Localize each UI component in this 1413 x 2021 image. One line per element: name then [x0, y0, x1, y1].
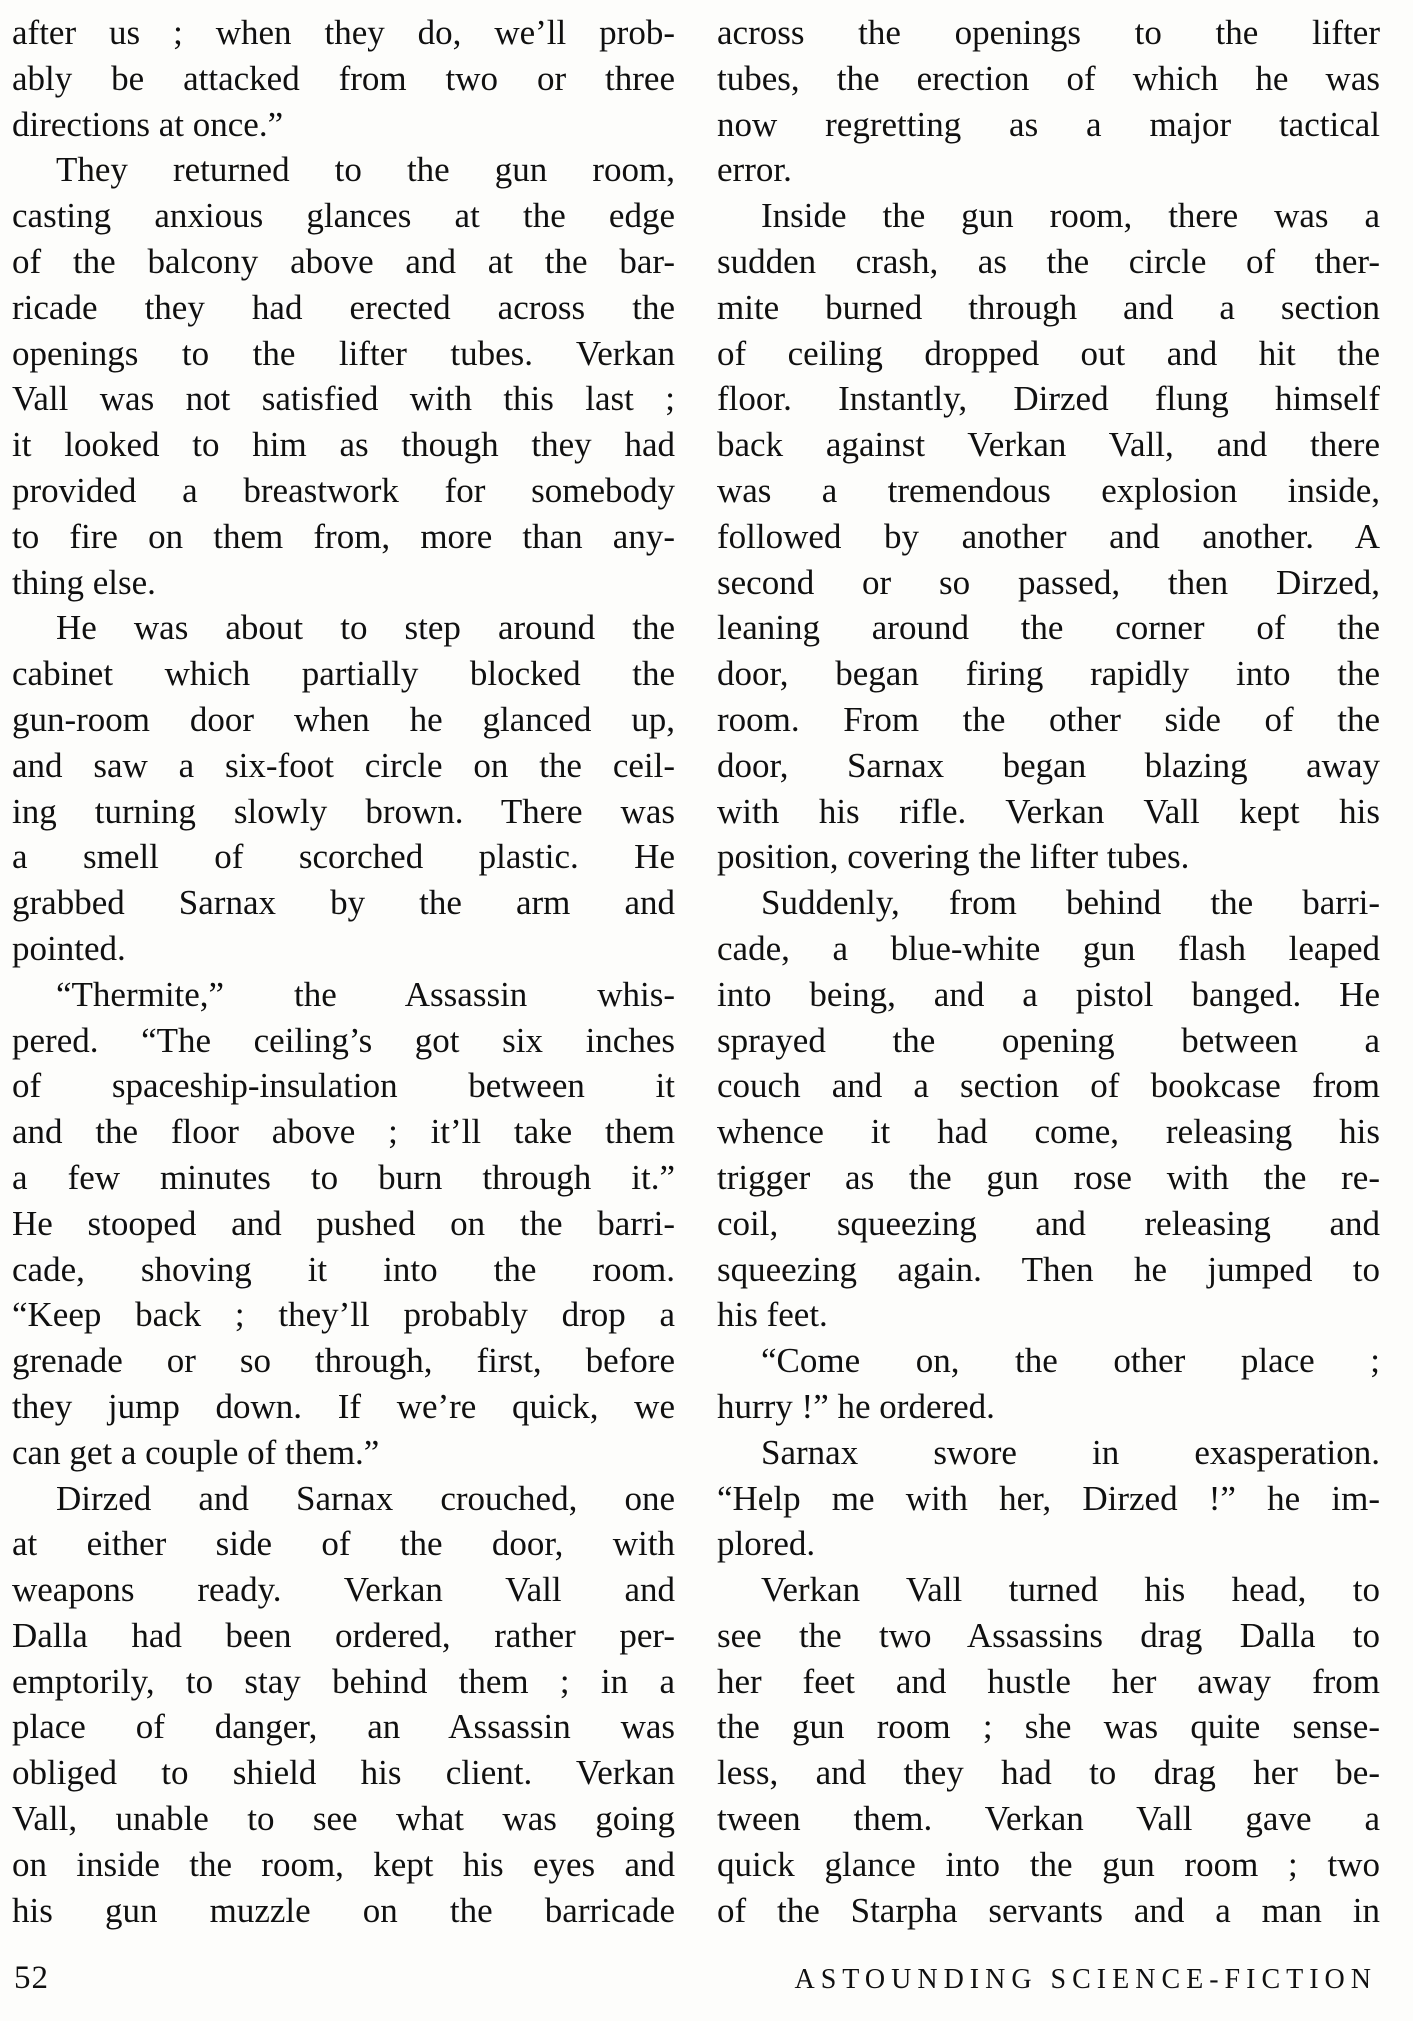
text-column-left — [12, 10, 675, 1933]
text-line: ably be attacked from two or three — [12, 58, 675, 98]
text-line: squeezing again. Then he jumped to — [717, 1249, 1380, 1289]
page-footer — [14, 1960, 1377, 1997]
text-line: position, covering the lifter tubes. — [717, 837, 1190, 877]
text-line: less, and they had to drag her be- — [717, 1753, 1380, 1793]
text-line: of spaceship-insulation between it — [12, 1066, 675, 1106]
text-line: cade, shoving it into the room. — [12, 1249, 675, 1289]
text-line: Dirzed and Sarnax crouched, one — [56, 1478, 675, 1518]
text-line: quick glance into the gun room ; two — [717, 1844, 1380, 1884]
magazine-title: ASTOUNDING SCIENCE-FICTION — [794, 1964, 1377, 1995]
text-line: casting anxious glances at the edge — [12, 196, 675, 236]
text-line: was a tremendous explosion inside, — [717, 470, 1380, 510]
page-number: 52 — [14, 1960, 49, 1996]
text-line: and the floor above ; it’ll take them — [12, 1112, 675, 1152]
text-line: Inside the gun room, there was a — [761, 196, 1380, 236]
text-line: on inside the room, kept his eyes and — [12, 1844, 675, 1884]
text-line: back against Verkan Vall, and there — [717, 425, 1380, 465]
text-line: Vall was not satisfied with this last ; — [12, 379, 675, 419]
text-line: pointed. — [12, 928, 126, 968]
text-line: Vall, unable to see what was going — [12, 1799, 675, 1839]
text-line: grenade or so through, first, before — [12, 1341, 675, 1381]
text-line: second or so passed, then Dirzed, — [717, 562, 1380, 602]
text-line: couch and a section of bookcase from — [717, 1066, 1380, 1106]
text-line: followed by another and another. A — [717, 516, 1380, 556]
text-line: gun-room door when he glanced up, — [12, 699, 675, 739]
text-line: can get a couple of them.” — [12, 1432, 380, 1472]
text-line: sudden crash, as the circle of ther- — [717, 241, 1380, 281]
text-line: door, began firing rapidly into the — [717, 654, 1380, 694]
text-line: a smell of scorched plastic. He — [12, 837, 675, 877]
text-line: see the two Assassins drag Dalla to — [717, 1615, 1380, 1655]
text-line: door, Sarnax began blazing away — [717, 745, 1380, 785]
text-line: hurry !” he ordered. — [717, 1386, 995, 1426]
text-line: floor. Instantly, Dirzed flung himself — [717, 379, 1380, 419]
text-line: ricade they had erected across the — [12, 287, 675, 327]
text-line: her feet and hustle her away from — [717, 1661, 1380, 1701]
text-line: directions at once.” — [12, 104, 284, 144]
text-line: mite burned through and a section — [717, 287, 1380, 327]
text-line: across the openings to the lifter — [717, 13, 1380, 52]
text-line: his feet. — [717, 1295, 828, 1335]
text-line: after us ; when they do, we’ll prob- — [12, 13, 675, 52]
text-line: cade, a blue-white gun flash leaped — [717, 928, 1380, 968]
text-line: “Keep back ; they’ll probably drop a — [12, 1295, 675, 1335]
text-line: sprayed the opening between a — [717, 1020, 1380, 1060]
text-line: to fire on them from, more than any- — [12, 516, 675, 556]
text-line: the gun room ; she was quite sense- — [717, 1707, 1380, 1747]
text-line: cabinet which partially blocked the — [12, 654, 675, 694]
text-line: coil, squeezing and releasing and — [717, 1203, 1380, 1243]
text-line: pered. “The ceiling’s got six inches — [12, 1020, 675, 1060]
text-line: Dalla had been ordered, rather per- — [12, 1615, 675, 1655]
text-line: at either side of the door, with — [12, 1524, 675, 1564]
text-line: provided a breastwork for somebody — [12, 470, 675, 510]
text-line: tween them. Verkan Vall gave a — [717, 1799, 1380, 1839]
text-line: his gun muzzle on the barricade — [12, 1890, 675, 1930]
text-line: weapons ready. Verkan Vall and — [12, 1570, 675, 1610]
text-line: “Come on, the other place ; — [761, 1341, 1380, 1381]
text-line: “Help me with her, Dirzed !” he im- — [717, 1478, 1380, 1518]
text-line: thing else. — [12, 562, 156, 602]
text-line: into being, and a pistol banged. He — [717, 974, 1380, 1014]
text-line: They returned to the gun room, — [56, 150, 675, 190]
text-line: emptorily, to stay behind them ; in a — [12, 1661, 675, 1701]
text-line: room. From the other side of the — [717, 699, 1380, 739]
text-line: obliged to shield his client. Verkan — [12, 1753, 675, 1793]
text-line: of ceiling dropped out and hit the — [717, 333, 1380, 373]
text-line: they jump down. If we’re quick, we — [12, 1386, 675, 1426]
text-line: trigger as the gun rose with the re- — [717, 1157, 1380, 1197]
text-line: “Thermite,” the Assassin whis- — [56, 974, 675, 1014]
text-line: tubes, the erection of which he was — [717, 58, 1380, 98]
text-line: Sarnax swore in exasperation. — [761, 1432, 1380, 1472]
text-line: and saw a six-foot circle on the ceil- — [12, 745, 675, 785]
text-line: ing turning slowly brown. There was — [12, 791, 675, 831]
text-line: it looked to him as though they had — [12, 425, 675, 465]
text-line: error. — [717, 150, 792, 190]
text-line: He was about to step around the — [56, 608, 675, 648]
text-line: of the balcony above and at the bar- — [12, 241, 675, 281]
text-line: with his rifle. Verkan Vall kept his — [717, 791, 1380, 831]
text-line: a few minutes to burn through it.” — [12, 1157, 675, 1197]
text-line: plored. — [717, 1524, 816, 1564]
text-line: grabbed Sarnax by the arm and — [12, 883, 675, 923]
text-line: openings to the lifter tubes. Verkan — [12, 333, 675, 373]
text-line: now regretting as a major tactical — [717, 104, 1380, 144]
text-column-right — [717, 10, 1380, 1933]
text-line: place of danger, an Assassin was — [12, 1707, 675, 1747]
text-line: leaning around the corner of the — [717, 608, 1380, 648]
text-line: Verkan Vall turned his head, to — [761, 1570, 1380, 1610]
text-line: of the Starpha servants and a man in — [717, 1890, 1380, 1930]
text-line: He stooped and pushed on the barri- — [12, 1203, 675, 1243]
text-line: whence it had come, releasing his — [717, 1112, 1380, 1152]
text-line: Suddenly, from behind the barri- — [761, 883, 1380, 923]
